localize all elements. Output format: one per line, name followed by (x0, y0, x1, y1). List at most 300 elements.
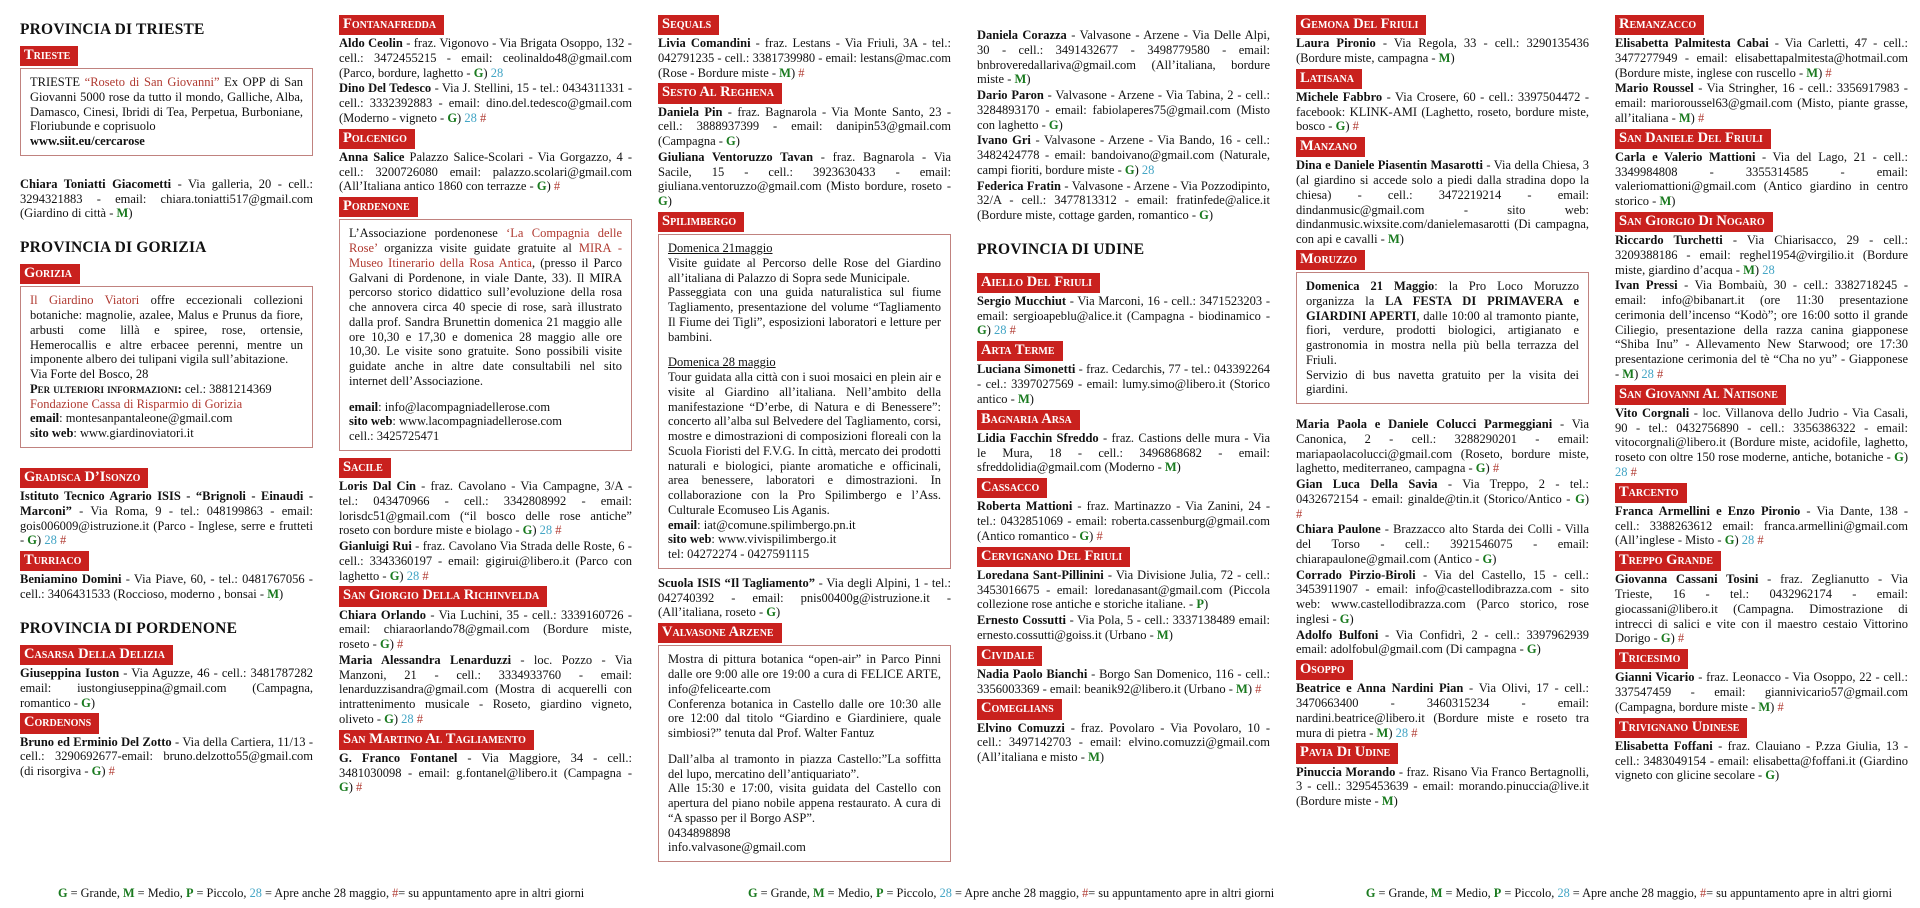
town-chip: Pordenone (339, 197, 418, 217)
appointment-code: # (1096, 528, 1103, 543)
appointment-code: # (1009, 323, 1016, 338)
text-segment: ) (1734, 533, 1742, 548)
town-chip: Latisana (1296, 69, 1362, 89)
directory-entry (977, 362, 1270, 406)
spacer (20, 603, 313, 611)
legend (1366, 886, 1892, 901)
text-segment: - fraz. Risano Via Franco Bertagnolli, 3 - cell.: 3295453639 - email: morando.pinuccia@live.it (Bordure miste - (1296, 764, 1589, 809)
size-code: G (1475, 461, 1486, 476)
info-box-paragraph (668, 652, 941, 696)
entry-name: Maria Paola e Daniele Colucci Parmeggiani (1296, 417, 1553, 432)
town-chip-row (977, 478, 1270, 498)
text-segment: ) (1754, 262, 1763, 277)
size-code: M (1743, 262, 1755, 277)
info-box-paragraph (1306, 279, 1579, 368)
text-segment: - Via Luchini, 35 - cell.: 3339160726 - email: chiaraorlando78@gmail.com (Bordure miste, roseto - (339, 607, 632, 652)
province-heading: PROVINCIA DI GORIZIA (20, 239, 207, 257)
info-box-paragraph (30, 367, 303, 382)
text-segment: - Via Pola, 5 - cell.: 3337138489 email: ernesto.cossutti@goiss.it (Urbano - (977, 613, 1270, 642)
open-28-code: 28 (406, 568, 420, 583)
size-code: G (977, 323, 987, 338)
town-chip-row (1615, 385, 1908, 405)
town-chip-row (1296, 743, 1589, 763)
info-box (339, 219, 632, 451)
directory-entry (1296, 522, 1589, 566)
appointment-code: # (397, 637, 404, 652)
text-segment: ) (735, 134, 740, 149)
text-segment: ) (1388, 725, 1396, 740)
appointment-code: # (1757, 533, 1764, 548)
text-segment: ) (1168, 627, 1173, 642)
highlight-red-text: MIRA - Museo Itinerario della Rosa Antica (349, 241, 622, 270)
town-chip: Tarcento (1615, 483, 1687, 503)
text-segment: ) (1818, 65, 1826, 80)
info-box (20, 68, 313, 156)
text-segment: ) (1203, 597, 1209, 612)
directory-entry (977, 431, 1270, 475)
directory-entry (1615, 233, 1908, 277)
entry-name: Federica Fratin (977, 178, 1061, 193)
directory-entry (658, 150, 951, 209)
text-segment: - Via Roma, 9 - tel.: 048199863 - email: gois006009@istruzione.it (Parco - Inglese, serre e frutteti - (20, 503, 313, 548)
text-segment: Tour guidata alla città con i suoi mosaici en plein air e visite al Giardino all’italiana. Nell’ambito della manifestazione “D’erbe, di Natura e di Benessere”: concerto all’alba sul Belvedere del Tagliamento, corsi, mostre e dimostrazioni di composizioni floreali con la Scuola Fioristi del F.V.G. In città, mercato dei prodotti naturali e biologici, piante aromatiche e officinali, area benessere, laboratori e dimostrazioni. In collaborazione con la Pro Spilimbergo e l’Ass. Culturale Ecomuseo Lis Aganis. (668, 370, 941, 517)
text-segment: ) (1026, 72, 1031, 87)
info-box-paragraph (30, 411, 303, 426)
size-code: M (1622, 366, 1635, 381)
text-segment: ) (37, 533, 45, 548)
town-chip-row (20, 713, 313, 733)
entry-name: Elisabetta Foffani (1615, 738, 1713, 753)
directory-entry (1296, 568, 1589, 627)
directory-entry (1296, 477, 1589, 521)
text-segment: - Via Treppo, 2 - tel.: 0432672154 - email: ginalde@tin.it (Storico/Antico - (1296, 477, 1589, 506)
text-segment: Via Forte del Bosco, 28 (30, 367, 149, 382)
info-box-paragraph (349, 429, 622, 444)
spacer (20, 455, 313, 465)
province-heading: PROVINCIA DI PORDENONE (20, 619, 238, 637)
text-segment: ) (1058, 117, 1063, 132)
entry-name: Chiara Orlando (339, 607, 426, 622)
size-code: M (1376, 725, 1389, 740)
info-box (658, 645, 951, 862)
entry-name: Beniamino Domini (20, 572, 122, 587)
text-segment: - Via Marconi, 16 - cell.: 3471523203 - email: sergioapeblu@alice.it (Campagna - biodinamico - (977, 293, 1270, 323)
highlight-red-text: Fondazione Cassa di Risparmio di Gorizia (30, 396, 243, 411)
size-code: G (91, 764, 102, 779)
town-chip-row (977, 547, 1270, 567)
directory-entry (1615, 406, 1908, 480)
size-code: M (1659, 194, 1672, 209)
entry-name: Riccardo Turchetti (1615, 233, 1723, 248)
entry-name: Livia Comandini (658, 36, 751, 51)
text-segment: - fraz. Cavolano - Via Campagne, 3/A - tel.: 043470966 - cell.: 3342808992 - email: lorisdc51@gmail.com (“il bosco delle rose antiche” roseto con bordure miste e biolago - (339, 479, 632, 538)
text-segment: - Valvasone - Arzene - Via Pozzodipinto, 32/A - cell.: 3477813312 - email: fratinfede@alice.it (Bordure miste, cottage garden, romantico - (977, 178, 1270, 222)
appointment-code: # (479, 110, 487, 125)
text-segment: ) (389, 637, 397, 652)
appointment-code: # (1777, 699, 1784, 714)
town-chip-row (658, 15, 951, 35)
appointment-code: # (1697, 110, 1705, 125)
spacer (20, 163, 313, 177)
directory-entry (20, 572, 313, 602)
text-segment: ) (1903, 450, 1908, 465)
size-code: M (1164, 460, 1177, 475)
column (1615, 12, 1908, 896)
text-segment: - fraz. Bagnarola - Via Monte Santo, 23 - cell.: 3888937399 - email: danipin53@gmail.com (Campagna - (658, 104, 951, 149)
directory-entry (339, 150, 632, 194)
highlight-red-text: “Roseto di San Giovanni” (84, 75, 220, 90)
text-segment: ) (1349, 611, 1354, 626)
town-chip-row (20, 46, 313, 66)
spacer (977, 266, 1270, 270)
size-code: G (1124, 162, 1135, 177)
size-code: M (1806, 65, 1819, 80)
directory-entry (658, 105, 951, 149)
size-code: G (658, 194, 668, 209)
size-code: M (1678, 110, 1691, 125)
open-28-code: 28 (490, 65, 504, 80)
open-28-code: 28 (994, 323, 1007, 338)
text-segment: = Apre anche 28 maggio, (1569, 886, 1700, 900)
text-segment: = Grande, (1375, 886, 1431, 900)
town-chip-row (1615, 212, 1908, 232)
spacer (977, 224, 1270, 232)
appointment-code: # (553, 179, 561, 194)
town-chip: Tricesimo (1615, 649, 1688, 669)
text-segment: = Grande, (67, 886, 123, 900)
appointment-code: # (59, 533, 67, 548)
directory-entry (977, 667, 1270, 697)
directory-entry (1296, 417, 1589, 476)
town-chip-row (1615, 129, 1908, 149)
text-segment: = su appuntamento apre in altri giorni (1088, 886, 1275, 900)
town-chip: Treppo Grande (1615, 551, 1721, 571)
size-code: G (536, 179, 547, 194)
directory-entry (339, 479, 632, 538)
text-segment: Dall’alba al tramonto in piazza Castello:”La soffitta del lupo, mercatino dell’antiquariato”. (668, 751, 941, 781)
size-code: G (1048, 117, 1059, 132)
text-segment: - Valvasone - Arzene - Via Tabina, 2 - cell.: 3284893170 - email: fabiolaperes75@gmail.com (Misto con laghetto - (977, 88, 1270, 132)
size-code: G (1526, 642, 1537, 657)
directory-entry (977, 294, 1270, 338)
open-28-code: 28 (464, 110, 477, 125)
town-chip: Aiello Del Friuli (977, 273, 1100, 293)
appointment-code: # (1296, 506, 1303, 521)
directory-entry (1615, 150, 1908, 209)
directory-entry (977, 28, 1270, 87)
legend (58, 886, 584, 901)
text-segment: ) (546, 179, 554, 194)
text-segment: : iat@comune.spilimbergo.pn.it (697, 517, 856, 532)
directory-entry (977, 133, 1270, 177)
province-heading: PROVINCIA DI UDINE (977, 240, 1145, 258)
directory-entry (658, 576, 951, 620)
legend (748, 886, 1274, 901)
text-segment: ) (1770, 699, 1778, 714)
info-box (658, 234, 951, 569)
town-chip-row (1615, 718, 1908, 738)
town-chip-row (339, 15, 632, 35)
column (658, 12, 951, 896)
entry-name: Roberta Mattioni (977, 499, 1073, 514)
town-chip-row (658, 623, 951, 643)
town-chip: Polcenigo (339, 129, 415, 149)
town-chip: Manzano (1296, 137, 1365, 157)
appointment-code: # (392, 886, 399, 900)
text-segment: Alle 15:30 e 17:00, visita guidata del Castello con apertura del piano nobile appena restaurato. A cura di “A spasso per il Borgo ASP”. (668, 781, 941, 825)
text-segment: ) (101, 764, 109, 779)
directory-entry (339, 653, 632, 727)
size-code: P (1493, 886, 1502, 900)
directory-entry (20, 666, 313, 710)
info-box-paragraph (668, 355, 941, 370)
town-chip-row (20, 645, 313, 665)
text-segment: ) (279, 587, 284, 602)
text-segment: - Via Confidrì, 2 - cell.: 3397962939 email: adolfobul@gmail.com (Di campagna - (1296, 627, 1589, 657)
text-segment: = Apre anche 28 maggio, (951, 886, 1083, 900)
info-box-paragraph (349, 414, 622, 429)
text-segment: : www.giardinoviatori.it (73, 426, 194, 441)
text-segment: = Apre anche 28 maggio, (261, 886, 393, 900)
spacer (977, 12, 1270, 28)
info-box-paragraph (349, 400, 622, 415)
province-heading: PROVINCIA DI TRIESTE (20, 21, 205, 38)
town-chip: Cassacco (977, 478, 1047, 498)
text-segment: Mostra di pittura botanica “open-air” in Parco Pinni dalle ore 9:00 alle ore 19:00 a cura di FELICE ARTE, info@felicearte.com (668, 652, 941, 696)
text-segment: = Medio, (134, 886, 186, 900)
town-chip: Sesto Al Reghena (658, 83, 782, 103)
directory-entry (1615, 504, 1908, 548)
text-segment: : www.vivispilimbergo.it (711, 532, 837, 547)
directory-entry (1296, 158, 1589, 247)
text-segment: ) (393, 711, 402, 726)
text-segment: info.valvasone@gmail.com (668, 840, 806, 855)
entry-name: Mario Roussel (1615, 81, 1694, 96)
size-code: G (1199, 208, 1209, 222)
info-box-paragraph (668, 840, 941, 855)
directory-entry (20, 735, 313, 779)
text-segment: ) (1634, 366, 1642, 381)
entry-name: Beatrice e Anna Nardini Pian (1296, 681, 1464, 696)
entry-name: Chiara Toniatti Giacometti (20, 176, 172, 191)
open-28-code: 28 (1615, 464, 1628, 479)
directory-entry (1615, 81, 1908, 125)
entry-name: Gian Luca Della Savia (1296, 477, 1438, 492)
text-segment: ) (128, 206, 133, 221)
entry-name: Bruno ed Erminio Del Zotto (20, 734, 172, 749)
date-heading: Domenica 28 maggio (668, 355, 776, 370)
text-segment: : info@lacompagniadellerose.com (378, 399, 551, 414)
appointment-code: # (356, 780, 363, 795)
directory-entry (1296, 36, 1589, 66)
info-box-paragraph (30, 75, 303, 134)
entry-name: Sergio Mucchiut (977, 293, 1067, 308)
entry-name: Gianluigi Rui (339, 539, 412, 554)
size-code: G (1894, 450, 1904, 465)
entry-name: Scuola ISIS “Il Tagliamento” (658, 575, 815, 590)
info-box-paragraph (668, 256, 941, 286)
text-segment: ) (1485, 461, 1493, 476)
text-segment: - Via Divisione Julia, 72 - cell.: 3453016675 - email: loredanasant@gmail.com (Piccola collezione rose antiche e storiche italiane. - (977, 567, 1270, 612)
town-chip: Fontanafredda (339, 15, 444, 35)
text-segment: ) (1450, 50, 1455, 65)
size-code: M (1438, 50, 1451, 65)
town-chip: Spilimbergo (658, 212, 744, 232)
town-chip: San Martino Al Tagliamento (339, 730, 534, 750)
entry-name: Maria Alessandra Lenarduzzi (339, 652, 512, 667)
town-chip: San Giorgio Della Richinvelda (339, 586, 547, 606)
size-code: G (384, 711, 394, 726)
text-segment: - fraz. Clauiano - P.zza Giulia, 13 - cell.: 3483049154 - email: elisabetta@foffani.it (Giardino vigneto con glicine secolare - (1615, 738, 1908, 783)
text-segment: - Via Carletti, 47 - cell.: 3477277949 - email: elisabettapalmitesta@hotmail.com (Bordure miste, inglese con ruscello - (1615, 36, 1908, 80)
entry-name: Michele Fabbro (1296, 89, 1383, 104)
text-segment: - fraz. Vigonovo - Via Brigata Osoppo, 132 - cell.: 3472455215 - email: ceolinaldo48@gmail.com (Parco, bordure, laghetto - (339, 36, 632, 80)
text-segment: - fraz. Martinazzo - Via Zanini, 24 - tel.: 0432851069 - email: roberta.cassenburg@gmail.com (Antico romantico - (977, 499, 1270, 543)
entry-name: sito web (349, 414, 393, 429)
text-segment: - fraz. Cavolano Via Strada delle Roste, 6 - cell.: 3343360197 - email: gigirui@libero.it (Parco con laghetto - (339, 539, 632, 583)
open-28-code: 28 (1395, 725, 1409, 740)
text-segment: offre eccezionali collezioni botaniche: magnolie, azalee, Malus e Prunus da fiore, arbusti come lillà e spiree, rose, ortensie, Hemerocallis e altre erbacee perenni, mentre un imponente albero dei tulipani vigila sull’abitazione. (30, 293, 303, 367)
entry-name: Domenica 21 Maggio (1306, 279, 1435, 294)
town-chip-row (1296, 137, 1589, 157)
text-segment: - loc. Pozzo - Via Manzoni, 21 - cell.: 3334933760 - email: lenarduzzisandra@gmail.com (Mostra di acquerelli con intrattenimento musicale - Roseto, giardino vigneto, oliveto - (339, 652, 632, 726)
text-segment: : la Pro Loco Moruzzo organizza la (1306, 279, 1579, 308)
text-segment: ) (1393, 794, 1398, 809)
size-code: M (1381, 794, 1394, 809)
text-segment: - Valvasone - Arzene - Via Bando, 16 - cell.: 3482424778 - email: bandoivano@gmail.com (Naturale, campi fioriti, bordure miste - (977, 133, 1270, 177)
text-segment: Visite guidate al Percorso delle Rose del Giardino all’italiana di Palazzo di Sopra sede Municipale. (668, 255, 941, 285)
size-code: G (58, 886, 68, 900)
town-chip: Moruzzo (1296, 250, 1365, 270)
text-segment: ) (483, 65, 491, 80)
text-segment: cel.: 3881214369 (181, 381, 272, 396)
size-code: G (522, 523, 533, 538)
entry-name: Luciana Simonetti (977, 362, 1076, 377)
appointment-code: # (1255, 681, 1262, 696)
entry-name: email (668, 517, 698, 532)
text-segment: organizza visite guidate gratuite al (377, 241, 579, 256)
town-chip: Turriaco (20, 551, 89, 571)
town-chip-row (20, 264, 313, 284)
town-chip-row (1615, 649, 1908, 669)
directory-entry (1615, 739, 1908, 783)
open-28-code: 28 (939, 886, 952, 900)
text-segment: ) (399, 568, 407, 583)
text-segment: - Via Regola, 33 - cell.: 3290135436 (Bordure miste, campagna - (1296, 36, 1589, 65)
town-chip: San Daniele Del Friuli (1615, 129, 1771, 149)
size-code: P (185, 886, 194, 900)
open-28-code: 28 (1741, 533, 1755, 548)
text-segment: ) (90, 695, 95, 710)
appointment-code: # (1677, 631, 1685, 646)
town-chip-row (1296, 69, 1589, 89)
text-segment: ) (1176, 460, 1181, 475)
directory-entry (658, 36, 951, 80)
info-box-paragraph (30, 293, 303, 367)
entry-name: sito web (668, 532, 712, 547)
open-28-code: 28 (539, 523, 553, 538)
text-segment: = su appuntamento apre in altri giorni (1706, 886, 1892, 900)
text-segment: - Via della Chiesa, 3 (al giardino si accede solo a piedi dalla stradina dopo la chiesa) - cell.: 3472219214 - email: dindanmusic@gmail.com - sito web: dindanmusic.wixsite.com/danielemasarotti (Di campagna, con api e cavalli - (1296, 158, 1589, 247)
entry-name: Dario Paron (977, 88, 1044, 102)
town-chip-row (658, 212, 951, 232)
town-chip-row (977, 410, 1270, 430)
directory-entry (1615, 278, 1908, 381)
size-code: G (1335, 119, 1346, 134)
text-segment: ) (1134, 162, 1142, 177)
entry-name: Anna Salice (339, 149, 405, 164)
size-code: G (1365, 886, 1376, 900)
directory-entry (339, 751, 632, 795)
directory-entry (977, 88, 1270, 132)
smallcaps-label: Per ulteriori informazioni: (30, 381, 182, 396)
entry-name: Laura Pironio (1296, 36, 1376, 51)
text-segment: - loc. Villanova dello Judrio - Via Casali, 90 - tel.: 0432756890 - cell.: 3356386322 - email: vitocorgnali@libero.it (Bordure miste, acidofile, laghetto, roseto con oltre 150 rose moderne, antiche, botaniche - (1615, 405, 1908, 465)
info-box-paragraph (30, 397, 303, 412)
open-28-code: 28 (1641, 366, 1654, 381)
town-chip-row (1296, 250, 1589, 270)
text-segment: , (presso il Parco Galvani di Pordenone, in viale Dante, 33). Il MIRA percorso storico didattico sull’evoluzione della rosa che annovera circa 40 specie di rose, sarà illustrato dalla prof. Sandra Brunettin domenica 21 maggio alle ore 10,30 e 17,30 e domenica 28 maggio alle ore 10,30. Le visite sono gratuite. Sono possibili visite guidate anche in altre date consultabili nel sito internet dell’Associazione. (349, 255, 623, 388)
text-segment: ) (1775, 768, 1780, 783)
text-segment: ) (348, 780, 357, 795)
open-28-code: 28 (44, 533, 57, 548)
size-code: G (379, 637, 390, 652)
text-segment: Servizio di bus navetta gratuito per la visita dei giardini. (1306, 367, 1579, 397)
appointment-code: # (1657, 366, 1664, 381)
town-chip: Valvasone Arzene (658, 623, 782, 643)
highlight-red-text: Il Giardino Viatori (30, 293, 140, 308)
text-segment: cell.: 3425725471 (349, 429, 440, 444)
text-segment: , dalle 10:00 al tramonto piante, fiori, verdure, prodotti biologici, artigianato e gastronomia in mostra nella più bella terrazza del Friuli. (1306, 308, 1579, 367)
directory-entry (20, 489, 313, 548)
info-box-paragraph (668, 285, 941, 344)
town-chip-row (1296, 660, 1589, 680)
town-chip: Cividale (977, 646, 1042, 666)
text-segment: ) (1399, 232, 1404, 247)
directory-entry (977, 499, 1270, 543)
text-segment: : www.lacompagniadellerose.com (392, 414, 563, 429)
text-segment: = Medio, (1442, 886, 1494, 900)
info-box-paragraph (668, 532, 941, 547)
size-code: G (1660, 631, 1671, 646)
text-segment: TRIESTE (30, 75, 85, 90)
size-code: G (1765, 768, 1776, 783)
directory-entry (1296, 765, 1589, 809)
text-segment: - Via Aguzze, 46 - cell.: 3481787282 email: iustongiuseppina@gmail.com (Campagna, romantico - (20, 666, 313, 710)
size-code: G (748, 886, 758, 900)
size-code: M (1387, 232, 1400, 247)
size-code: M (1088, 750, 1100, 765)
text-segment: ) (1247, 681, 1256, 696)
info-box-paragraph (668, 826, 941, 841)
size-code: M (1156, 627, 1169, 642)
text-segment: - Via Maggiore, 34 - cell.: 3481030098 - email: g.fontanel@libero.it (Campagna - (339, 750, 632, 780)
open-28-code: 28 (401, 711, 414, 726)
directory-entry (1615, 572, 1908, 646)
text-segment: Passeggiata con una guida naturalistica sul fiume Tagliamento, presentazione del volume “Tagliamento Il Fiume dei Tigli”, esposizioni laboratori e letture per bambini. (668, 285, 941, 344)
directory-entry (339, 608, 632, 652)
size-code: P (1196, 597, 1204, 612)
size-code: G (1482, 551, 1493, 566)
column (20, 12, 313, 896)
entry-name: Giuseppina Iuston (20, 666, 120, 681)
appointment-code: # (416, 711, 424, 726)
appointment-code: # (108, 764, 115, 779)
appointment-code: # (1352, 119, 1359, 134)
info-box-paragraph (668, 518, 941, 533)
size-code: G (766, 605, 777, 620)
entry-name: Loris Dal Cin (339, 479, 417, 494)
